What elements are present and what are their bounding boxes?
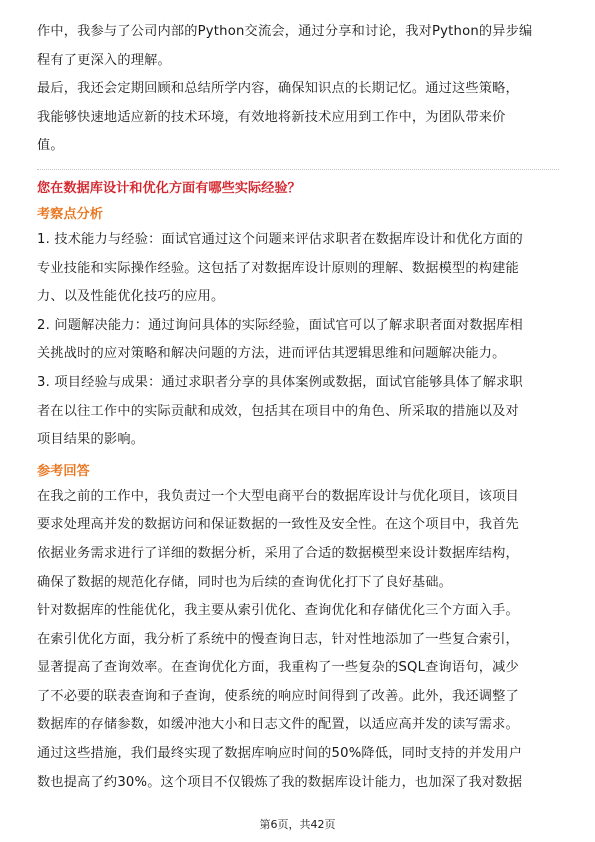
text-line: 我能够快速地适应新的技术环境，有效地将新技术应用到工作中，为团队带来价 bbox=[37, 109, 506, 125]
text-line: 力、以及性能优化技巧的应用。 bbox=[37, 289, 225, 305]
answer-paragraph bbox=[37, 740, 559, 797]
text-line: 在索引优化方面，我分析了系统中的慢查询日志，针对性地添加了一些复合索引， bbox=[37, 631, 519, 647]
answer-paragraph bbox=[37, 483, 559, 597]
text-line: 要求处理高并发的数据访问和保证数据的一致性及安全性。在这个项目中，我首先 bbox=[37, 517, 519, 533]
analysis-points bbox=[37, 226, 559, 455]
page-number-footer: 第6页，共42页 bbox=[259, 818, 336, 831]
analysis-point bbox=[37, 369, 559, 455]
text-line: 2. 问题解决能力：通过询问具体的实际经验，面试官可以了解求职者面对数据库相 bbox=[37, 317, 523, 333]
text-line: 项目结果的影响。 bbox=[37, 432, 145, 448]
text-line: 者在以往工作中的实际贡献和成效，包括其在项目中的角色、所采取的措施以及对 bbox=[37, 403, 519, 419]
analysis-point bbox=[37, 312, 559, 369]
text-line: 了不必要的联表查询和子查询，使系统的响应时间得到了改善。此外，我还调整了 bbox=[37, 688, 519, 704]
text-line: 关挑战时的应对策略和解决问题的方法，进而评估其逻辑思维和问题解决能力。 bbox=[37, 346, 506, 362]
text-line: 通过这些措施，我们最终实现了数据库响应时间的50%降低，同时支持的并发用户 bbox=[37, 746, 523, 762]
answer-heading: 参考回答 bbox=[37, 463, 90, 479]
intro-section bbox=[37, 18, 559, 161]
text-line: 确保了数据的规范化存储，同时也为后续的查询优化打下了良好基础。 bbox=[37, 574, 453, 590]
text-line: 作中，我参与了公司内部的Python交流会，通过分享和讨论，我对Python的异步编 bbox=[37, 24, 533, 39]
text-line: 在我之前的工作中，我负责过一个大型电商平台的数据库设计与优化项目，该项目 bbox=[37, 488, 519, 504]
intro-paragraph bbox=[37, 18, 559, 75]
text-line: 专业技能和实际操作经验。这包括了对数据库设计原则的理解、数据模型的构建能 bbox=[37, 260, 519, 276]
intro-paragraph bbox=[37, 75, 559, 161]
text-line: 数也提高了约30%。这个项目不仅锻炼了我的数据库设计能力，也加深了我对数据 bbox=[37, 774, 523, 790]
text-line: 针对数据库的性能优化，我主要从索引优化、查询优化和存储优化三个方面入手。 bbox=[37, 603, 519, 619]
text-line: 显著提高了查询效率。在查询优化方面，我重构了一些复杂的SQL查询语句，减少 bbox=[37, 660, 519, 676]
text-line: 1. 技术能力与经验：面试官通过这个问题来评估求职者在数据库设计和优化方面的 bbox=[37, 231, 523, 247]
text-line: 值。 bbox=[37, 138, 64, 154]
text-line: 依据业务需求进行了详细的数据分析，采用了合适的数据模型来设计数据库结构， bbox=[37, 545, 519, 561]
question-title: 您在数据库设计和优化方面有哪些实际经验？ bbox=[37, 180, 301, 196]
text-line: 数据库的存储参数，如缓冲池大小和日志文件的配置，以适应高并发的读写需求。 bbox=[37, 717, 519, 733]
text-line: 最后，我还会定期回顾和总结所学内容，确保知识点的长期记忆。通过这些策略， bbox=[37, 81, 519, 97]
analysis-point bbox=[37, 226, 559, 312]
text-line: 程有了更深入的理解。 bbox=[37, 52, 171, 68]
analysis-heading: 考察点分析 bbox=[37, 206, 103, 222]
text-line: 3. 项目经验与成果：通过求职者分享的具体案例或数据，面试官能够具体了解求职 bbox=[37, 374, 523, 390]
answer-body bbox=[37, 483, 559, 798]
answer-paragraph bbox=[37, 597, 559, 740]
document-page bbox=[37, 18, 559, 797]
section-divider bbox=[37, 169, 559, 170]
